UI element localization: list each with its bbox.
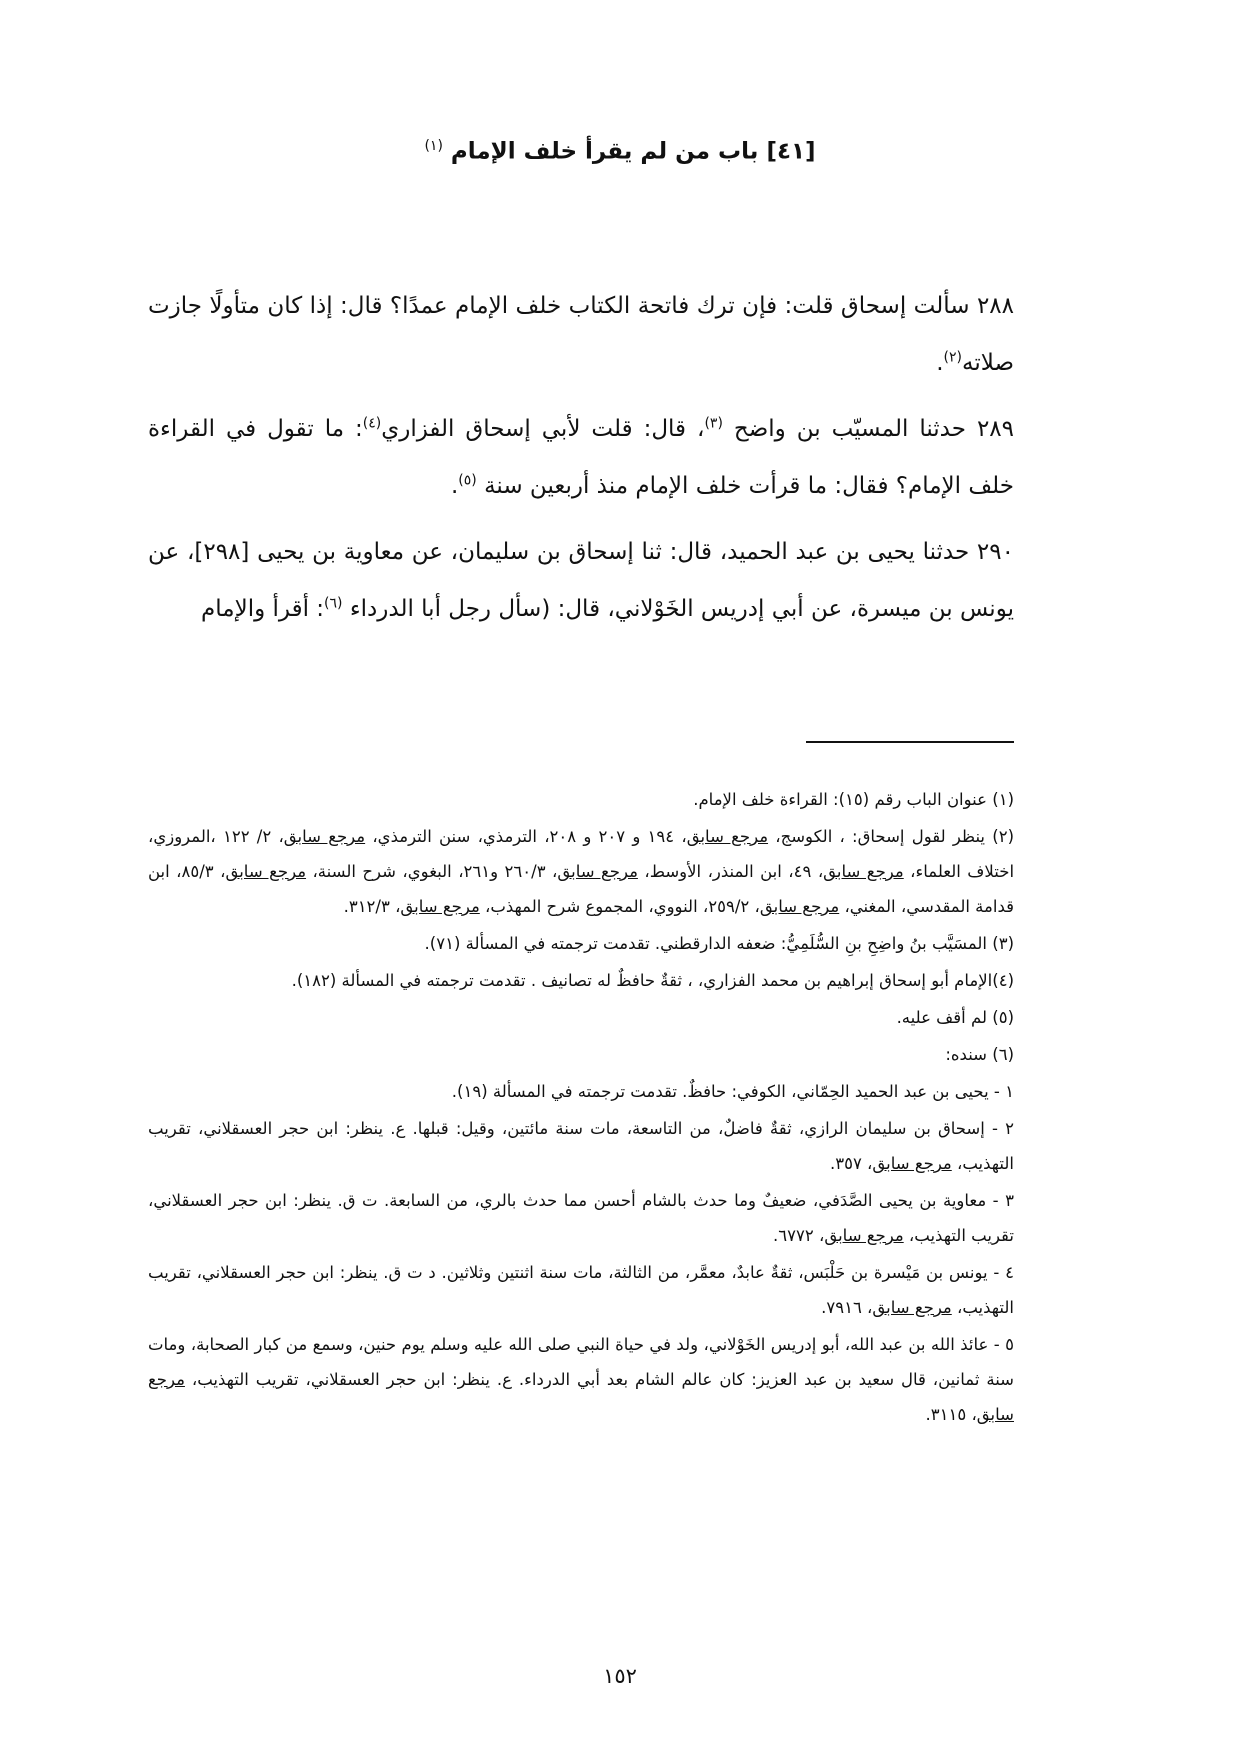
footnote-marker: (١) (424, 138, 443, 154)
reference-link: مرجع سابق (400, 897, 480, 916)
footnote-text: (٢) ينظر لقول إسحاق: ، الكوسج، (768, 827, 1014, 846)
footnote-text: ، ٦٧٧٢. (773, 1226, 825, 1245)
footnote-text: ، ٢٥٩/٢، النووي، المجموع شرح المهذب، (479, 897, 760, 916)
paragraph-text: : أقرأ والإمام (201, 596, 325, 622)
reference-link: مرجع سابق (148, 1370, 1014, 1424)
reference-link: مرجع سابق (823, 862, 904, 881)
footnote-separator (806, 741, 1014, 743)
paragraph-288 (148, 278, 1014, 392)
reference-link: مرجع سابق (759, 897, 840, 916)
reference-link: مرجع سابق (872, 1298, 952, 1317)
footnote-marker: (٢) (943, 349, 962, 366)
footnote-text: ، ٢/ ١٢٢ ،المروزي، اختلاف العلماء، (148, 827, 1015, 881)
footnote-text: ، ٤٩، ابن المنذر، الأوسط، (637, 862, 824, 881)
footnotes (148, 782, 1014, 1434)
paragraph-text: . (450, 473, 459, 499)
page-number: ١٥٢ (603, 1664, 637, 1688)
footnote-1: (١) عنوان الباب رقم (١٥): القراءة خلف الإمام. (693, 790, 1014, 809)
isnad-narrator-5 (148, 1327, 1014, 1432)
reference-link: مرجع سابق (824, 1226, 904, 1245)
paragraph-290 (148, 524, 1014, 638)
footnote-marker: (٣) (704, 415, 723, 432)
footnote-4: (٤)الإمام أبو إسحاق إبراهيم بن محمد الفزاري، ، ثقةٌ حافظٌ له تصانيف . تقدمت ترجمته في المسألة (١٨٢). (291, 971, 1014, 990)
footnote-marker: (٤) (362, 415, 382, 432)
main-text (148, 278, 1014, 647)
footnote-3: (٣) المسَيَّب بنُ واضِحِ بنِ السُّلَمِيُّ: ضعفه الدارقطني. تقدمت ترجمته في المسألة (٧١). (424, 934, 1014, 953)
footnote-text: ، ٣١٢/٣. (343, 897, 401, 916)
footnote-text: ٣ - معاوية بن يحيى الصَّدَفي، ضعيفٌ وما حدث بالشام أحسن مما حدث بالري، من السابعة. ت ق. ينظر: ابن حجر العسقلاني، تقريب التهذيب، (148, 1191, 1014, 1245)
footnote-marker: (٥) (458, 472, 477, 489)
reference-link: مرجع سابق (686, 827, 769, 846)
footnote-text: ، ٢٦٠/٣ و٢٦١، البغوي، شرح السنة، (306, 862, 558, 881)
isnad-narrator-3 (148, 1183, 1014, 1253)
reference-link: مرجع سابق (557, 862, 638, 881)
footnote-text: ٥ - عائذ الله بن عبد الله، أبو إدريس الخَوْلاني، ولد في حياة النبي صلى الله عليه وسلم يوم حنين، وسمع من كبار الصحابة، ومات سنة ثمانين، قال سعيد بن عبد العزيز: كان عالم الشام بعد أبي الدرداء. ع. ينظر: ابن حجر العسقلاني، تقريب التهذيب، (148, 1335, 1014, 1389)
paragraph-text: : ما تقول في القراءة خلف الإمام؟ فقال: ما قرأت خلف الإمام منذ أربعين سنة (148, 416, 1014, 499)
paragraph-text: ٢٨٨ سألت إسحاق قلت: فإن ترك فاتحة الكتاب خلف الإمام عمدًا؟ قال: إذا كان متأولًا جازت صلاته (148, 293, 1014, 376)
chapter-title-text: [٤١] باب من لم يقرأ خلف الإمام (450, 138, 816, 165)
paragraph-text: ٢٨٩ حدثنا المسيّب بن واضح (722, 416, 1014, 442)
paragraph-text: ، قال: قلت لأبي إسحاق الفزاري (381, 416, 705, 442)
footnote-text: ٢ - إسحاق بن سليمان الرازي، ثقةٌ فاضلٌ، من التاسعة، مات سنة مائتين، وقيل: قبلها. ع. ينظر: ابن حجر العسقلاني، تقريب التهذيب، (148, 1119, 1014, 1173)
footnote-text: ، ٧٩١٦. (821, 1298, 873, 1317)
footnote-6: (٦) سنده: (945, 1045, 1014, 1064)
footnote-text: ، ٣١١٥. (925, 1405, 977, 1424)
isnad-narrator-4 (148, 1255, 1014, 1325)
paragraph-289 (148, 401, 1014, 515)
footnote-5: (٥) لم أقف عليه. (896, 1008, 1014, 1027)
paragraph-text: . (936, 350, 944, 376)
reference-link: مرجع سابق (872, 1154, 952, 1173)
paragraph-text: ٢٩٠ حدثنا يحيى بن عبد الحميد، قال: ثنا إسحاق بن سليمان، عن معاوية بن يحيى [٢٩٨]، عن يونس بن ميسرة، عن أبي إدريس الخَوْلاني، قال: (سأل رجل أبا الدرداء (148, 539, 1014, 622)
footnote-text: ، ١٩٤ و ٢٠٧ و ٢٠٨، الترمذي، سنن الترمذي، (365, 827, 687, 846)
footnote-text: ٤ - يونس بن مَيْسرة بن حَلْبَس، ثقةٌ عابدٌ، معمَّر، من الثالثة، مات سنة اثنتين وثلاثين. د ت ق. ينظر: ابن حجر العسقلاني، تقريب التهذيب، (148, 1263, 1014, 1317)
footnote-text: ، ٨٥/٣، ابن قدامة المقدسي، المغني، (148, 862, 1014, 916)
reference-link: مرجع سابق (225, 862, 307, 881)
footnote-marker: (٦) (324, 595, 343, 612)
reference-link: مرجع سابق (283, 827, 366, 846)
footnote-2 (148, 819, 1014, 924)
isnad-narrator-1: ١ - يحيى بن عبد الحميد الحِمّاني، الكوفي: حافظٌ. تقدمت ترجمته في المسألة (١٩). (451, 1082, 1014, 1101)
chapter-title (0, 138, 1240, 165)
footnote-text: ، ٣٥٧. (829, 1154, 873, 1173)
isnad-narrator-2 (148, 1111, 1014, 1181)
